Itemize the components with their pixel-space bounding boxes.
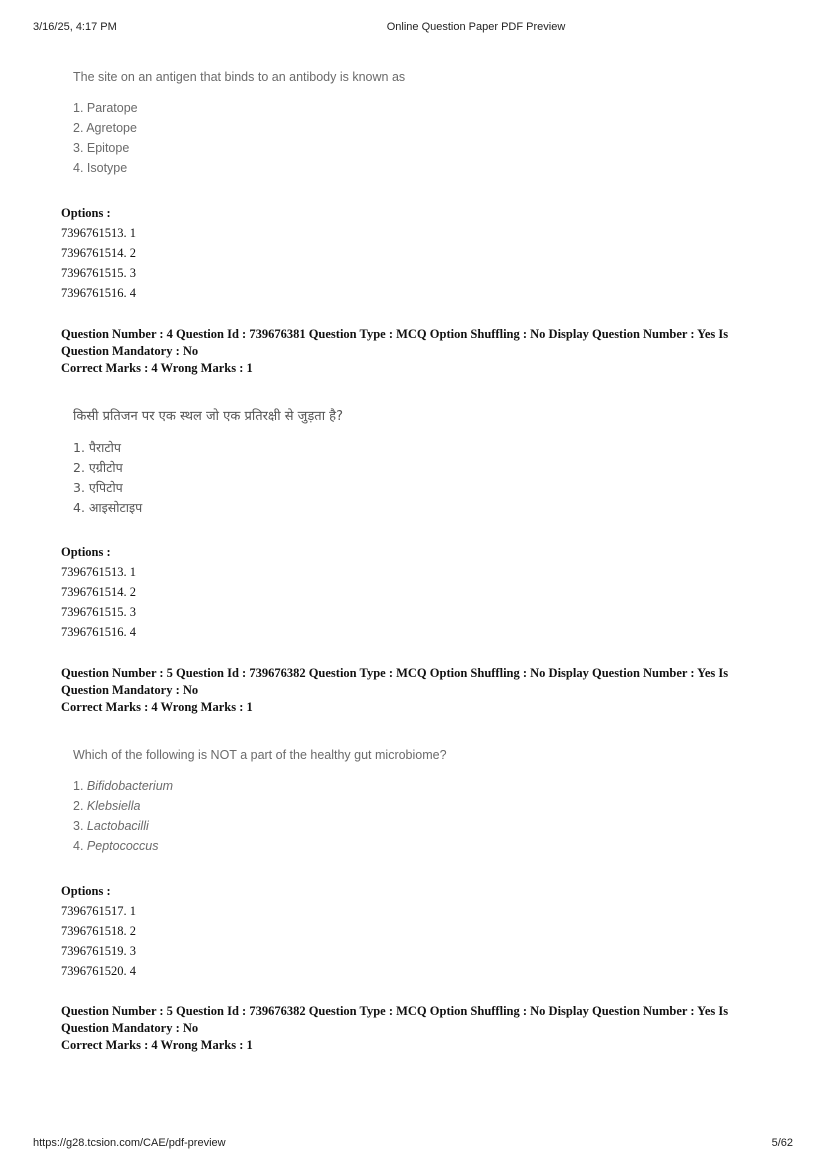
option-id-row: 7396761519. 3 xyxy=(61,944,136,958)
question-text: Which of the following is NOT a part of the healthy gut microbiome? xyxy=(73,748,447,762)
question-meta-line: Question Number : 5 Question Id : 739676382 Question Type : MCQ Option Shuffling : No Display Question Number : Yes Is xyxy=(61,666,729,680)
question-image-english xyxy=(73,70,405,178)
option-id-row: 7396761518. 2 xyxy=(61,924,136,938)
choice-item: 1. Paratope xyxy=(73,101,138,115)
question-text: किसी प्रतिजन पर एक स्थल जो एक प्रतिरक्षी से जुड़ता है? xyxy=(73,409,343,424)
choice-name: Bifidobacterium xyxy=(86,779,174,793)
choice-item xyxy=(73,776,447,796)
option-id-row: 7396761514. 2 xyxy=(61,585,136,599)
footer-url: https://g28.tcsion.com/CAE/pdf-preview xyxy=(33,1137,226,1149)
choice-item: 2. Agretope xyxy=(73,121,137,135)
options-label: Options : xyxy=(61,206,111,220)
option-id-row: 7396761514. 2 xyxy=(61,246,136,260)
question-text: The site on an antigen that binds to an antibody is known as xyxy=(73,70,406,84)
option-id-row: 7396761516. 4 xyxy=(61,625,136,639)
choice-item: 2. एग्रीटोप xyxy=(73,460,123,475)
question-mandatory: Question Mandatory : No xyxy=(61,343,199,358)
question-meta-line: Question Number : 5 Question Id : 739676382 Question Type : MCQ Option Shuffling : No Display Question Number : Yes Is xyxy=(61,1004,729,1018)
question-meta-line: Question Number : 4 Question Id : 739676381 Question Type : MCQ Option Shuffling : No Display Question Number : Yes Is xyxy=(61,327,729,341)
choice-name: Klebsiella xyxy=(86,799,141,813)
choice-item xyxy=(73,816,447,836)
question-image-english xyxy=(73,748,447,856)
question-marks: Correct Marks : 4 Wrong Marks : 1 xyxy=(61,1038,253,1052)
choice-list xyxy=(73,98,405,178)
page-number: 5/62 xyxy=(771,1137,793,1149)
question-mandatory: Question Mandatory : No xyxy=(61,682,199,697)
choice-item: 3. एपिटोप xyxy=(73,480,123,495)
options-label: Options : xyxy=(61,545,111,559)
choice-number: 1. xyxy=(73,779,84,793)
choice-item xyxy=(73,796,447,816)
choice-name: Lactobacilli xyxy=(86,819,149,833)
option-id-row: 7396761520. 4 xyxy=(61,964,136,978)
options-block xyxy=(61,881,136,981)
choice-item: 1. पैराटोप xyxy=(73,440,121,455)
question-marks: Correct Marks : 4 Wrong Marks : 1 xyxy=(61,361,253,375)
option-id-row: 7396761516. 4 xyxy=(61,286,136,300)
choice-item: 3. Epitope xyxy=(73,141,130,155)
question-meta xyxy=(61,1003,781,1054)
question-meta xyxy=(61,665,781,716)
options-block xyxy=(61,542,136,642)
choice-item: 4. आइसोटाइप xyxy=(73,500,143,515)
print-datetime: 3/16/25, 4:17 PM xyxy=(33,21,117,33)
option-id-row: 7396761517. 1 xyxy=(61,904,136,918)
choice-item xyxy=(73,836,447,856)
question-marks: Correct Marks : 4 Wrong Marks : 1 xyxy=(61,700,253,714)
choice-list xyxy=(73,438,343,518)
choice-list xyxy=(73,776,447,856)
choice-number: 2. xyxy=(73,799,84,813)
option-id-row: 7396761515. 3 xyxy=(61,605,136,619)
option-id-row: 7396761513. 1 xyxy=(61,226,136,240)
choice-number: 3. xyxy=(73,819,84,833)
question-meta xyxy=(61,326,781,377)
choice-item: 4. Isotype xyxy=(73,161,128,175)
options-block xyxy=(61,203,136,303)
choice-name: Peptococcus xyxy=(86,839,159,853)
question-image-hindi xyxy=(73,406,343,518)
choice-number: 4. xyxy=(73,839,84,853)
option-id-row: 7396761515. 3 xyxy=(61,266,136,280)
options-label: Options : xyxy=(61,884,111,898)
option-id-row: 7396761513. 1 xyxy=(61,565,136,579)
page-title: Online Question Paper PDF Preview xyxy=(386,21,566,33)
question-mandatory: Question Mandatory : No xyxy=(61,1020,199,1035)
